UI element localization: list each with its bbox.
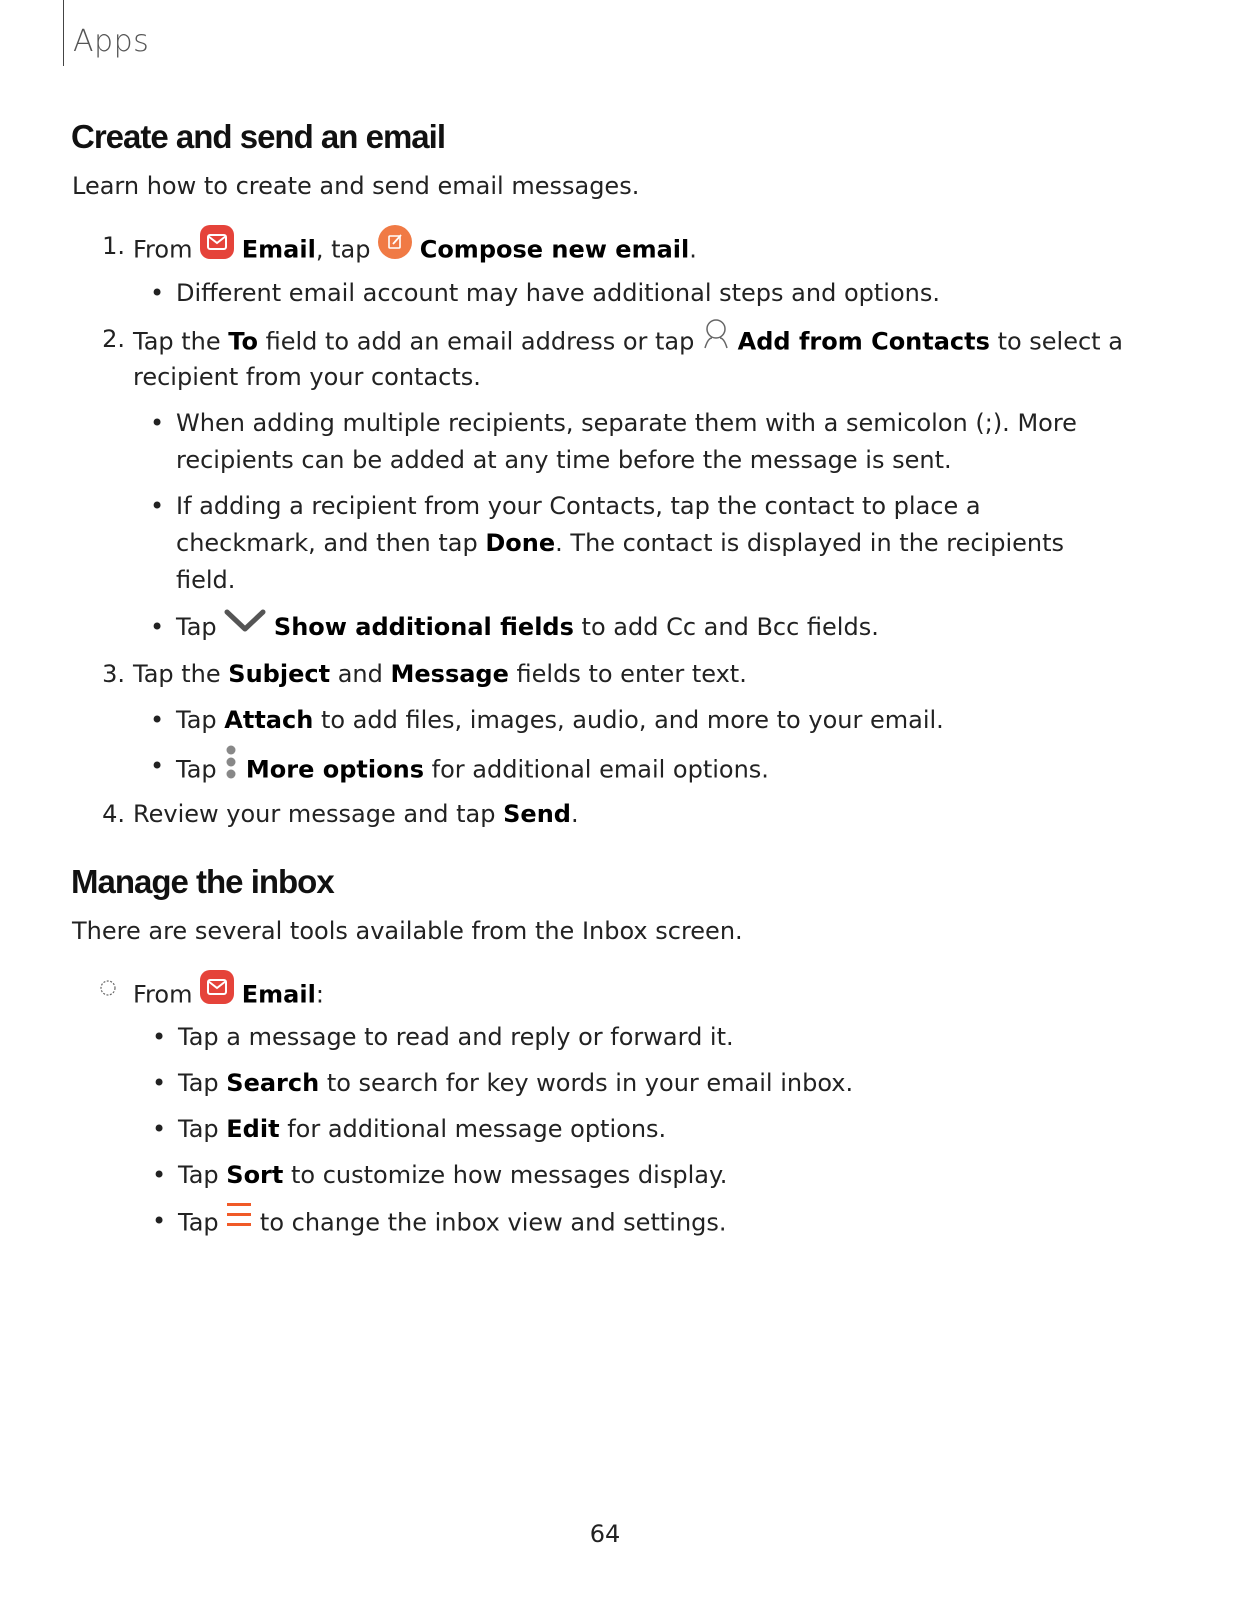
email-app-icon xyxy=(200,970,234,1015)
step-4: 4. Review your message and tap Send. xyxy=(102,800,579,828)
manage-bullet-3: • Tap Edit for additional message options. xyxy=(152,1115,667,1143)
header-rule xyxy=(63,0,64,66)
step-circle-icon xyxy=(99,971,117,1008)
step-2-bullet-1-line-2: recipients can be added at any time before the message is sent. xyxy=(176,446,952,474)
step-3: 3. Tap the Subject and Message fields to enter text. xyxy=(102,660,747,688)
step-2-bullet-2-line-2: checkmark, and then tap Done. The contact is displayed in the recipients xyxy=(176,529,1065,557)
manage-bullet-2: • Tap Search to search for key words in your email inbox. xyxy=(152,1069,854,1097)
compose-icon xyxy=(378,225,412,270)
manage-bullet-1: • Tap a message to read and reply or forward it. xyxy=(152,1023,734,1051)
contact-icon xyxy=(702,318,730,361)
section-title-manage: Manage the inbox xyxy=(71,863,334,900)
more-options-icon xyxy=(224,745,238,790)
email-app-icon xyxy=(200,225,234,270)
step-2-bullet-1: • When adding multiple recipients, separate them with a semicolon (;). More xyxy=(150,409,1077,437)
page-number: 64 xyxy=(589,1520,621,1548)
step-1-bullet-1: • Different email account may have additional steps and options. xyxy=(150,279,940,307)
create-intro: Learn how to create and send email messages. xyxy=(72,172,640,200)
step-3-bullet-2: • Tap More options for additional email options. xyxy=(176,748,769,793)
section-label: Apps xyxy=(73,24,150,59)
step-3-bullet-1: • Tap Attach to add files, images, audio, and more to your email. xyxy=(150,706,944,734)
chevron-down-icon xyxy=(224,607,266,644)
step-2-bullet-2-line-3: field. xyxy=(176,566,236,594)
manage-bullet-4: • Tap Sort to customize how messages display. xyxy=(152,1161,728,1189)
step-2-bullet-2: • If adding a recipient from your Contacts, tap the contact to place a xyxy=(150,492,981,520)
manage-from: From Email: xyxy=(133,973,324,1018)
manage-intro: There are several tools available from the Inbox screen. xyxy=(72,917,743,945)
step-2-bullet-3: • Tap Show additional fields to add Cc and Bcc fields. xyxy=(176,609,879,647)
step-1: 1. From Email, tap Compose new email. xyxy=(133,228,697,273)
manage-bullet-5: • Tap to change the inbox view and settings. xyxy=(178,1203,727,1244)
menu-icon xyxy=(226,1200,252,1241)
section-title-create: Create and send an email xyxy=(71,118,445,155)
step-2-line-2: recipient from your contacts. xyxy=(133,363,481,391)
step-2: 2. Tap the To field to add an email address or tap Add from Contacts to select a xyxy=(133,321,1123,364)
